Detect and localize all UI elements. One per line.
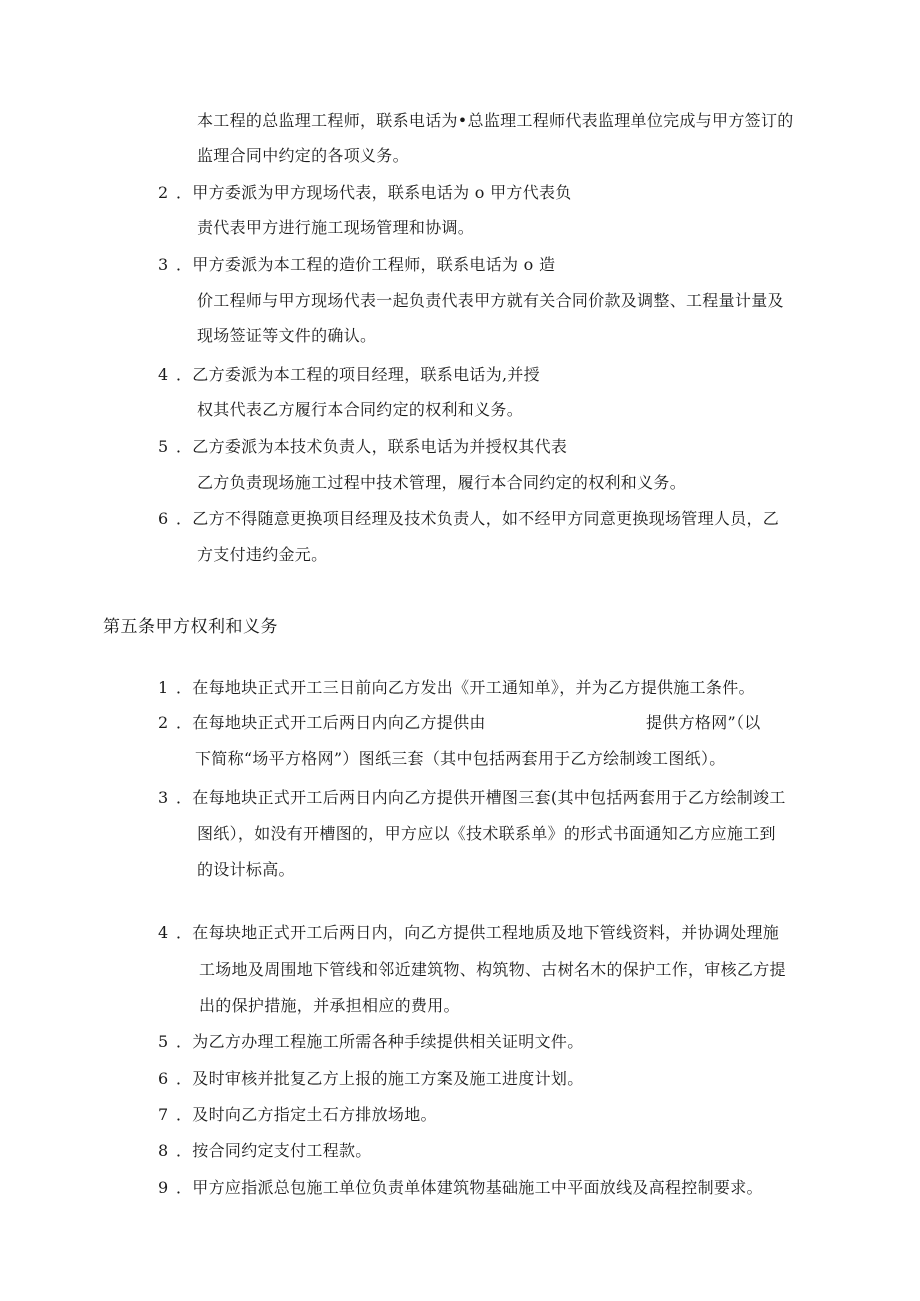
list-item-line: ．为乙方办理工程施工所需各种手续提供相关证明文件。 bbox=[176, 1032, 584, 1051]
list-item-line: 下简称“场平方格网”）图纸三套（其中包括两套用于乙方绘制竣工图纸）。 bbox=[195, 749, 726, 768]
list-item-line: ．及时审核并批复乙方上报的施工方案及施工进度计划。 bbox=[176, 1069, 584, 1088]
list-item-line-tail: 提供方格网”（以 bbox=[646, 713, 761, 732]
list-item-number: 5 bbox=[158, 437, 169, 456]
list-item-number: 6 bbox=[158, 509, 169, 528]
list-item-line: 方支付违约金元。 bbox=[197, 545, 328, 564]
list-item-number: 1 bbox=[158, 678, 169, 697]
list-item-line: 现场签证等文件的确认。 bbox=[197, 326, 377, 345]
list-item-line: ．甲方应指派总包施工单位负责单体建筑物基础施工中平面放线及高程控制要求。 bbox=[176, 1178, 763, 1197]
list-item-number: 3 bbox=[158, 788, 169, 807]
list-item-line: 价工程师与甲方现场代表一起负责代表甲方就有关合同价款及调整、工程量计量及 bbox=[197, 291, 784, 310]
list-item-line: 图纸），如没有开槽图的，甲方应以《技术联系单》的形式书面通知乙方应施工到 bbox=[197, 824, 776, 843]
list-item-line: ．乙方不得随意更换项目经理及技术负责人，如不经甲方同意更换现场管理人员，乙 bbox=[176, 509, 780, 528]
list-item-line: 权其代表乙方履行本合同约定的权利和义务。 bbox=[197, 400, 524, 419]
list-item-number: 2 bbox=[158, 713, 169, 732]
list-item-number: 2 bbox=[158, 183, 169, 202]
list-item-number: 4 bbox=[158, 365, 169, 384]
list-item-line: 出的保护措施，并承担相应的费用。 bbox=[199, 996, 460, 1015]
list-item-line: ．按合同约定支付工程款。 bbox=[176, 1141, 372, 1160]
list-item-number: 5 bbox=[158, 1032, 169, 1051]
list-item-line: ．甲方委派为本工程的造价工程师，联系电话为 o 造 bbox=[176, 255, 556, 274]
list-item-number: 3 bbox=[158, 255, 169, 274]
list-item-line: 工场地及周围地下管线和邻近建筑物、构筑物、古树名木的保护工作，审核乙方提 bbox=[199, 960, 786, 979]
list-item-number: 4 bbox=[158, 923, 169, 942]
list-item-line: 本工程的总监理工程师，联系电话为•总监理工程师代表监理单位完成与甲方签订的 bbox=[197, 111, 794, 130]
list-item-number: 6 bbox=[158, 1069, 169, 1088]
list-item-number: 8 bbox=[158, 1141, 169, 1160]
list-item-line: ．在每地块正式开工三日前向乙方发出《开工通知单》，并为乙方提供施工条件。 bbox=[176, 678, 755, 697]
list-item-line: ．乙方委派为本技术负责人，联系电话为并授权其代表 bbox=[176, 437, 568, 456]
list-item-line: ．甲方委派为甲方现场代表，联系电话为 o 甲方代表负 bbox=[176, 183, 572, 202]
list-item-line: 责代表甲方进行施工现场管理和协调。 bbox=[197, 218, 475, 237]
list-item-number: 9 bbox=[158, 1178, 169, 1197]
list-item-line: ．乙方委派为本工程的项目经理，联系电话为,并授 bbox=[176, 365, 540, 384]
list-item-line: ．及时向乙方指定土石方排放场地。 bbox=[176, 1105, 437, 1124]
list-item-line: ．在每地块正式开工后两日内向乙方提供由 bbox=[176, 713, 486, 732]
list-item-line: 的设计标高。 bbox=[197, 860, 295, 879]
list-item-number: 7 bbox=[158, 1105, 169, 1124]
section-heading: 第五条甲方权利和义务 bbox=[103, 617, 278, 637]
list-item-line: 乙方负责现场施工过程中技术管理，履行本合同约定的权利和义务。 bbox=[197, 473, 687, 492]
list-item-line: ．在每地块正式开工后两日内向乙方提供开槽图三套(其中包括两套用于乙方绘制竣工 bbox=[176, 788, 786, 807]
list-item-line: ．在每块地正式开工后两日内，向乙方提供工程地质及地下管线资料，并协调处理施 bbox=[176, 923, 780, 942]
list-item-line: 监理合同中约定的各项义务。 bbox=[197, 146, 409, 165]
